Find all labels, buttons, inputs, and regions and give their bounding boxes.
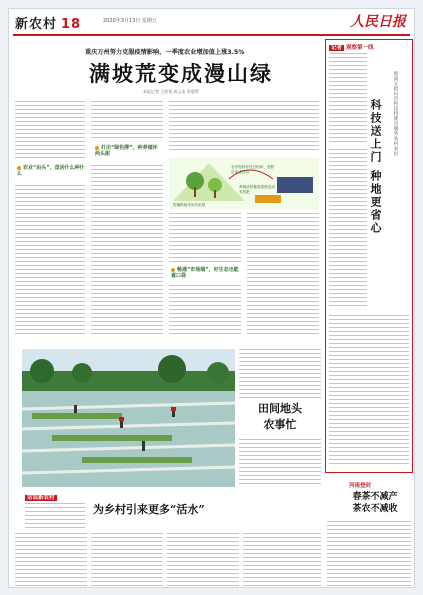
- article-column-2a: [91, 101, 163, 141]
- photo-caption-text-2: [239, 439, 321, 485]
- bottom-right-region: 河南登封: [349, 483, 372, 489]
- tree-trunk-icon: [214, 190, 216, 198]
- sidebar-column-1: [329, 53, 367, 143]
- bottom-column-3: [167, 533, 239, 587]
- circular-farming-illustration: [169, 157, 319, 209]
- header-rule: [13, 34, 410, 36]
- illustration-label-2: 农作物秸秆经过粉碎、发酵后变成饲料: [231, 165, 275, 174]
- sidebar-column-2: [329, 149, 367, 309]
- tree-line: [22, 371, 235, 391]
- article-column-3b: [169, 213, 241, 265]
- bottom-column-1: [15, 533, 87, 587]
- photo-feature-title-line-1: 田间地头: [258, 402, 302, 415]
- tree-icon: [72, 363, 92, 383]
- tree-icon: [30, 359, 54, 383]
- bottom-lead-text: [25, 503, 85, 529]
- bottom-column-4: [243, 533, 321, 587]
- illustration-label-1: 柑橘种植采用有机肥: [173, 203, 206, 207]
- sidebar-headline: 科技送上门 种地更省心: [369, 99, 382, 235]
- article-column-4: [247, 213, 319, 335]
- illustration-label-3: 养殖场把畜禽粪便变成有机肥: [239, 185, 275, 194]
- article-column-2b: [91, 165, 163, 335]
- main-byline: 本报记者 王欣悦 蒋云龙 常碧罗: [143, 89, 199, 94]
- photo-feature-title-line-2: 农事忙: [263, 418, 297, 431]
- tree-icon: [158, 355, 186, 383]
- bottom-right-body: [327, 521, 411, 587]
- article-column-1b: [15, 185, 85, 335]
- page-number: 18: [61, 17, 82, 32]
- livestock-barn-icon: [277, 177, 313, 193]
- main-subheadline: 重庆万州努力克服疫情影响，一季度农业增加值上涨3.5%: [85, 49, 245, 56]
- tree-icon: [207, 362, 229, 384]
- bottom-right-headline-line-1: 春茶不减产: [352, 492, 398, 502]
- rice-field-photo: [22, 349, 235, 487]
- sidebar-subhead: 海南五指山市科技特派员服务农村农民: [393, 71, 398, 156]
- sidebar-box-title: 记者 观察第一线: [331, 45, 374, 51]
- bottom-right-headline: [337, 491, 413, 515]
- bottom-section-tag: 话说新农村: [27, 495, 55, 501]
- sidebar-body-lower: [329, 315, 409, 467]
- newspaper-logo: 人民日报: [350, 14, 406, 30]
- bottom-right-headline-line-2: 茶农不减收: [352, 504, 398, 514]
- tree-trunk-icon: [194, 187, 196, 197]
- article-column-3c: [169, 285, 241, 335]
- subsection-heading-2: 打出“绿色牌”，种养循环两头甜: [95, 145, 158, 157]
- fertilizer-icon: [255, 195, 281, 203]
- subsection-heading-1: 农业“由头”，盘活什么种什么: [17, 165, 85, 177]
- bottom-headline: 为乡村引来更多“活水”: [93, 503, 205, 516]
- section-label: 新农村 18: [15, 17, 82, 32]
- photo-caption-text-1: [239, 349, 321, 399]
- article-column-3a: [169, 101, 319, 151]
- article-column-1a: [15, 101, 85, 161]
- tree-icon: [208, 178, 222, 192]
- page-header: [9, 9, 414, 35]
- photo-feature-title: [249, 401, 311, 433]
- subsection-heading-3: 畅通“市场端”，好生态也能富口袋: [171, 267, 239, 279]
- bottom-column-2: [91, 533, 163, 587]
- issue-date: 2020年3月13日 星期五: [103, 18, 157, 24]
- paddy-field-image: [22, 349, 235, 487]
- main-headline: 满坡荒变成漫山绿: [89, 61, 273, 86]
- newspaper-page: [8, 8, 415, 588]
